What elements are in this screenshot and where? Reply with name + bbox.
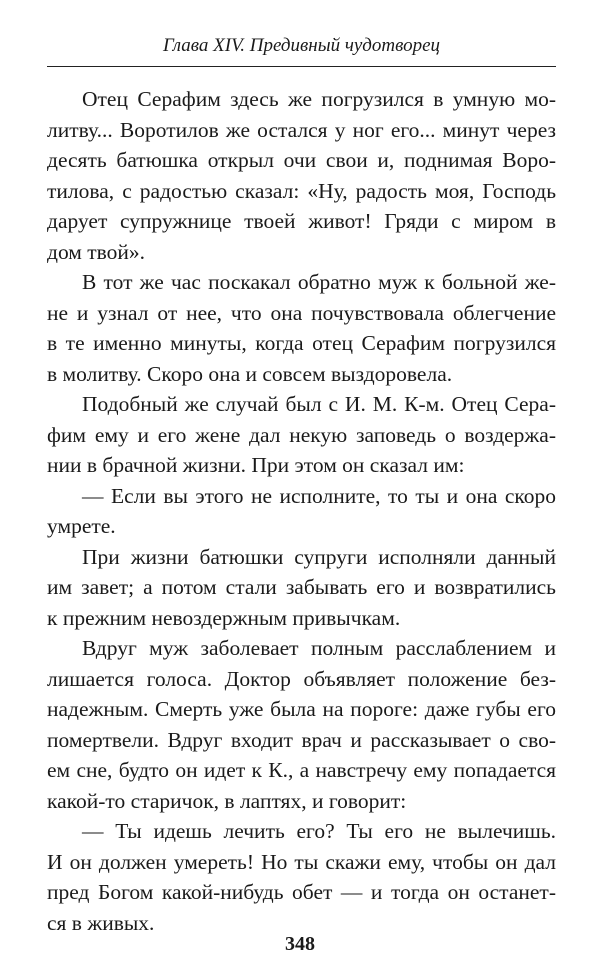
header-rule (47, 66, 556, 67)
text-line: нии в брачной жизни. При этом он сказал им: (47, 453, 465, 477)
text-line: Подобный же случай был с И. М. К-м. Отец Сера- (82, 392, 556, 416)
paragraph (47, 389, 556, 481)
text-line: ем сне, будто он идет к К., а навстречу ему попадается (47, 758, 556, 782)
paragraph (47, 481, 556, 542)
text-line: надежным. Смерть уже была на пороге: даже губы его (47, 697, 556, 721)
page-body (47, 84, 556, 938)
text-line: им завет; а потом стали забывать его и возвратились (47, 575, 556, 599)
running-header: Глава XIV. Предивный чудотворец (162, 35, 441, 56)
page-number: 348 (285, 933, 315, 955)
paragraph (47, 816, 556, 938)
text-line: Отец Серафим здесь же погрузился в умную мо- (82, 87, 556, 111)
text-line: Вдруг муж заболевает полным расслаблением и (82, 636, 556, 660)
text-line: При жизни батюшки супруги исполняли данный (82, 544, 556, 569)
text-line: — Ты идешь лечить его? Ты его не вылечишь. (82, 819, 556, 843)
text-line: — Если вы этого не исполните, то ты и она скоро (82, 483, 556, 508)
text-line: пред Богом какой-нибудь обет — и тогда он останет- (47, 880, 556, 904)
text-line: тилова, с радостью сказал: «Ну, радость моя, Господь (47, 178, 556, 203)
paragraph (47, 542, 556, 634)
text-line: к прежним невоздержным привычкам. (47, 605, 401, 630)
text-line: умрете. (47, 514, 116, 538)
text-line: литву... Воротилов же остался у ног его... минут через (47, 117, 556, 142)
paragraph (47, 633, 556, 816)
text-line: в те именно минуты, когда отец Серафим погрузился (47, 331, 556, 355)
text-line: дарует супружнице твоей живот! Гряди с миром в (47, 209, 556, 233)
paragraph (47, 84, 556, 267)
text-line: фим ему и его жене дал некую заповедь о воздержа- (47, 422, 556, 447)
text-line: в молитву. Скоро она и совсем выздоровела. (47, 361, 453, 386)
text-line: В тот же час поскакал обратно муж к больной же- (82, 270, 556, 294)
text-line: дом твой». (47, 239, 146, 264)
text-line: лишается голоса. Доктор объявляет положение без- (47, 666, 556, 691)
text-line: десять батюшка открыл очи свои и, поднимая Воро- (47, 148, 556, 172)
text-line: помертвели. Вдруг входит врач и рассказывает о сво- (47, 727, 556, 752)
text-line: ся в живых. (47, 910, 155, 935)
paragraph (47, 267, 556, 389)
text-line: не и узнал от нее, что она почувствовала облегчение (47, 300, 556, 325)
text-line: И он должен умереть! Но ты скажи ему, чтобы он дал (47, 849, 556, 874)
text-line: какой-то старичок, в лаптях, и говорит: (47, 788, 407, 813)
